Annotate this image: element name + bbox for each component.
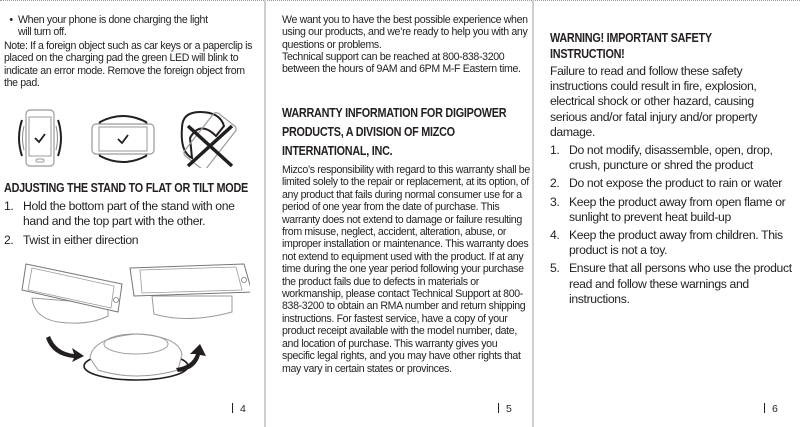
stand-steps-list — [4, 199, 260, 249]
page-number-bar — [498, 403, 499, 413]
phone-portrait-correct-icon — [14, 108, 66, 168]
safety-instructions-list — [550, 143, 796, 307]
list-item: 1. Hold the bottom part of the stand with one hand and the top part with the other. — [4, 199, 235, 229]
support-contact: Technical support can be reached at 800-838-3200 between the hours of 9AM and 6PM M-F Eastern time. — [282, 51, 521, 76]
support-intro: We want you to have the best possible experience when using our products, and we’re ready to help you with any questions or problems. — [282, 14, 528, 51]
stand-tilt-flat-rotation-illustration — [18, 258, 250, 388]
phone-landscape-correct-icon — [90, 112, 156, 168]
safety-intro: Failure to read and follow these safety instructions could result in fire, explosion, electrical shock or other hazard, causing serious and/or fatal injury and/or property damage. — [550, 64, 758, 139]
bullet-mark: • — [9, 14, 13, 26]
list-item: 1. Do not modify, disassemble, open, drop, crush, puncture or shred the product — [550, 143, 773, 173]
phone-misaligned-incorrect-icon — [176, 108, 240, 168]
page-6 — [534, 0, 800, 427]
page-number-bar — [232, 403, 233, 413]
charging-bullet — [4, 14, 254, 39]
list-item: 5. Ensure that all persons who use the product read and follow these warnings and instructions. — [550, 261, 792, 306]
list-item: 2. Do not expose the product to rain or water — [550, 176, 782, 191]
page-number-4: 4 — [232, 403, 246, 415]
warranty-heading: WARRANTY INFORMATION FOR DIGIPOWER PRODUCTS, A DIVISION OF MIZCO INTERNATIONAL, INC. — [282, 106, 507, 158]
list-item: 4. Keep the product away from children. This product is not a toy. — [550, 228, 783, 258]
warranty-body: Mizco’s responsibility with regard to this warranty shall be limited solely to the repair or replacement, at its option, of any product that fails during normal consumer use for a period of one year from the date of purchase. This warranty does not extend to damage or failure resulting from misuse, neglect, accident, alteration, abuse, or improper installation or maintenance. This warranty does not extend to equipment used with the product. If at any time during the one year period following your purchase the product fails due to defects in materials or workmanship, please contact Technical Support at 800-838-3200 to obtain an RMA number and return shipping instructions. For fastest service, have a copy of your product receipt available with the model number, date, and location of purchase. This warranty gives you specific legal rights, and you may have other rights that may vary in certain states or provinces. — [282, 164, 530, 375]
foreign-object-note: Note: If a foreign object such as car keys or a paperclip is placed on the charging pad the green LED will blink to indicate an error mode. Remove the foreign object from the pad. — [4, 40, 253, 90]
page-number-bar — [764, 403, 765, 413]
safety-warning-heading: WARNING! IMPORTANT SAFETY INSTRUCTION! — [550, 31, 712, 61]
bullet-text: When your phone is done charging the light will turn off. — [18, 14, 208, 39]
list-item: 2. Twist in either direction — [4, 233, 139, 248]
page-number-6: 6 — [764, 403, 778, 415]
list-item: 3. Keep the product away from open flame or sunlight to prevent heat build-up — [550, 194, 786, 224]
page-5 — [266, 0, 532, 427]
page-4 — [0, 0, 264, 427]
page-number-5: 5 — [498, 403, 512, 415]
stand-adjust-heading: ADJUSTING THE STAND TO FLAT OR TILT MODE — [4, 181, 248, 195]
